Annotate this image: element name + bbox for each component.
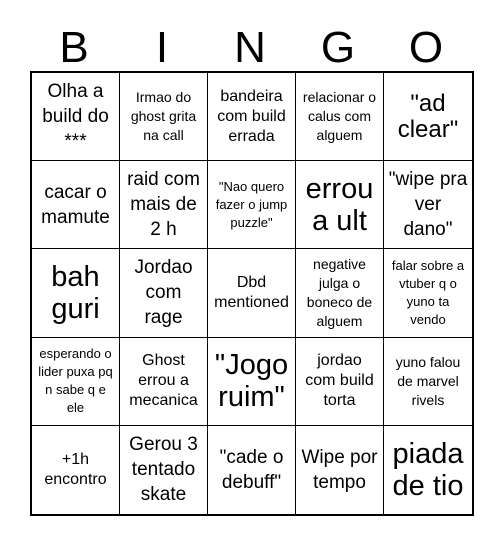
bingo-cell[interactable] bbox=[296, 73, 384, 161]
header-letter-g: G bbox=[320, 23, 356, 72]
bingo-cell[interactable] bbox=[120, 73, 208, 161]
bingo-cell-text: Jordao com rage bbox=[134, 257, 193, 329]
bingo-cell-text: Ghost errou a mecanica bbox=[129, 352, 198, 410]
bingo-cell-text: Gerou 3 tentado skate bbox=[129, 434, 198, 506]
bingo-cell-text: jordao com build torta bbox=[305, 352, 374, 410]
bingo-cell-text: errou a ult bbox=[305, 172, 374, 237]
bingo-cell-text: Wipe por tempo bbox=[301, 446, 378, 493]
bingo-cell[interactable] bbox=[32, 426, 120, 514]
header-letter-o: O bbox=[408, 23, 444, 72]
bingo-cell-text: Irmao do ghost grita na call bbox=[130, 89, 197, 144]
bingo-cell[interactable] bbox=[120, 426, 208, 514]
bingo-cell-text: "Nao quero fazer o jump puzzle" bbox=[215, 178, 288, 230]
bingo-cell-text: falar sobre a vtuber q o yuno ta vendo bbox=[391, 257, 465, 327]
bingo-cell[interactable] bbox=[384, 426, 472, 514]
bingo-cell[interactable] bbox=[384, 73, 472, 161]
bingo-cell-text: +1h encontro bbox=[44, 450, 107, 488]
bingo-board bbox=[30, 71, 474, 516]
bingo-cell-text: bandeira com build errada bbox=[217, 87, 286, 145]
bingo-cell[interactable] bbox=[208, 426, 296, 514]
bingo-cell[interactable] bbox=[384, 338, 472, 426]
bingo-cell-text: yuno falou de marvel rivels bbox=[395, 353, 461, 408]
bingo-cell[interactable] bbox=[208, 249, 296, 337]
bingo-cell[interactable] bbox=[32, 73, 120, 161]
header-letter-b: B bbox=[59, 23, 89, 72]
bingo-cell-text: esperando o lider puxa pq n sabe q e ele bbox=[38, 346, 113, 416]
bingo-cell[interactable] bbox=[296, 161, 384, 249]
header-letter-i: I bbox=[155, 23, 169, 72]
bingo-cell[interactable] bbox=[384, 161, 472, 249]
bingo-cell[interactable] bbox=[120, 249, 208, 337]
bingo-cell-text: cacar o mamute bbox=[41, 181, 110, 228]
bingo-cell[interactable] bbox=[208, 73, 296, 161]
bingo-cell[interactable] bbox=[208, 338, 296, 426]
bingo-cell-text: piada de tio bbox=[392, 437, 464, 502]
bingo-header bbox=[30, 18, 470, 78]
header-letter-n: N bbox=[234, 23, 266, 72]
bingo-cell[interactable] bbox=[120, 338, 208, 426]
bingo-cell[interactable] bbox=[208, 161, 296, 249]
bingo-cell-text: "Jogo ruim" bbox=[214, 349, 289, 414]
bingo-cell-text: raid com mais de 2 h bbox=[127, 169, 200, 241]
bingo-cell-text: Dbd mentioned bbox=[214, 273, 289, 311]
bingo-cell[interactable] bbox=[296, 338, 384, 426]
bingo-cell-text: "ad clear" bbox=[397, 89, 459, 143]
bingo-cell[interactable] bbox=[120, 161, 208, 249]
bingo-cell[interactable] bbox=[32, 338, 120, 426]
bingo-cell-text: relacionar o calus com alguem bbox=[302, 89, 377, 144]
bingo-cell-text: bah guri bbox=[51, 260, 100, 325]
bingo-cell-text: "cade o debuff" bbox=[219, 446, 284, 493]
bingo-cell[interactable] bbox=[296, 426, 384, 514]
bingo-cell[interactable] bbox=[32, 161, 120, 249]
bingo-cell[interactable] bbox=[384, 249, 472, 337]
bingo-cell[interactable] bbox=[32, 249, 120, 337]
bingo-cell-text: negative julga o boneco de alguem bbox=[306, 255, 373, 329]
bingo-cell-text: "wipe pra ver dano" bbox=[388, 169, 468, 241]
bingo-cell[interactable] bbox=[296, 249, 384, 337]
bingo-cell-text: Olha a build do *** bbox=[42, 81, 109, 153]
